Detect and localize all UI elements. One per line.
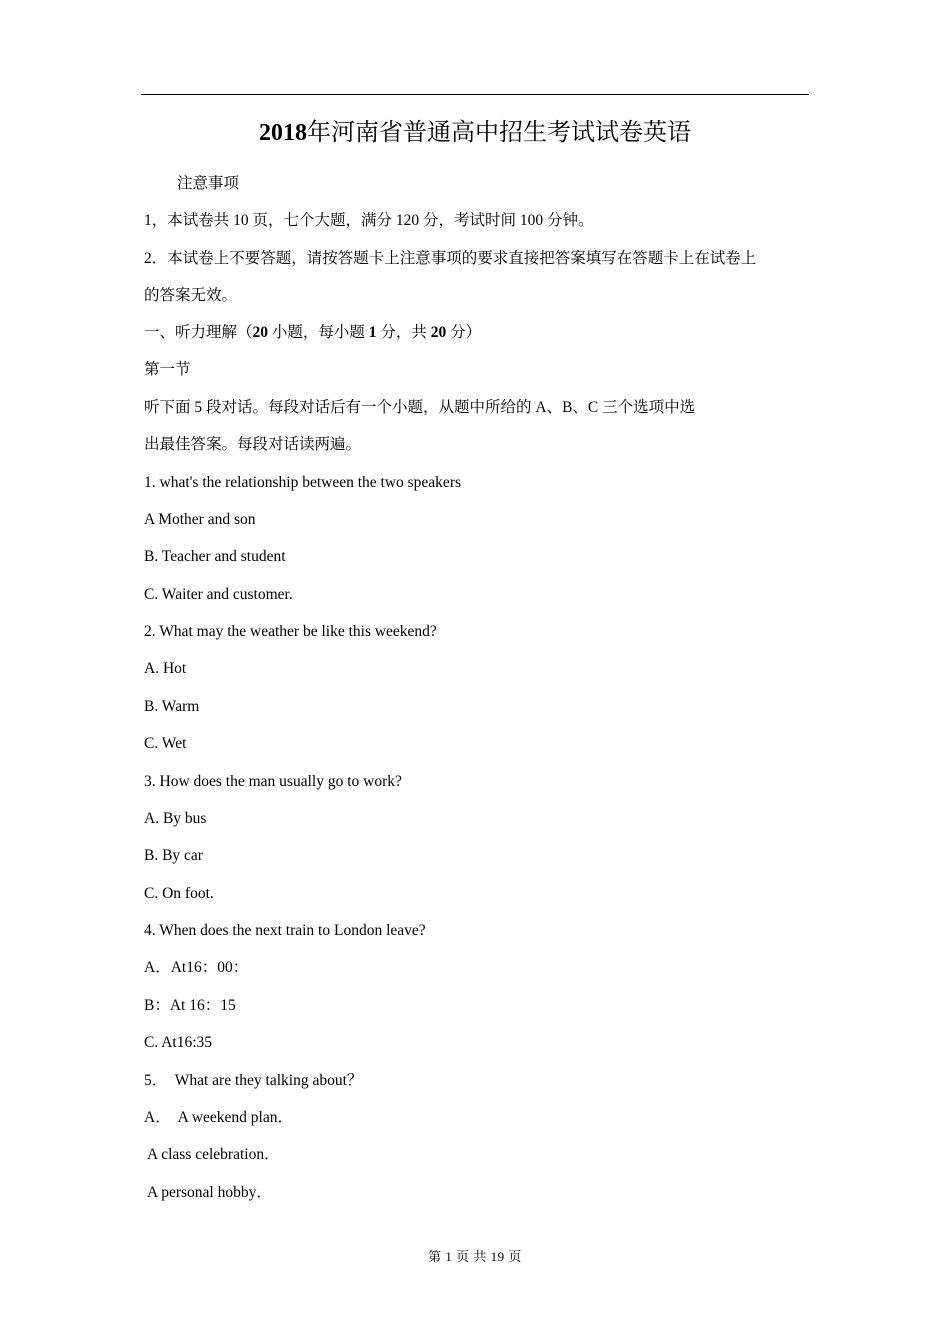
question-2-option-c: C. Wet: [144, 735, 187, 752]
question-1-option-a: A Mother and son: [144, 511, 256, 528]
question-4: 4. When does the next train to London leave?: [144, 922, 426, 939]
notice-item-2-line2: 的答案无效。: [144, 287, 238, 304]
title-text: 年河南省普通高中招生考试试卷英语: [307, 120, 691, 146]
section-text-post: 分）: [446, 324, 482, 341]
notice-item-2-line1: 2．本试卷上不要答题，请按答题卡上注意事项的要求直接把答案填写在答题卡上在试卷上: [144, 250, 757, 267]
section-text-pre: 一、听力理解（: [144, 324, 253, 341]
section-heading-listening: [144, 322, 481, 344]
instruction-line-1: 听下面 5 段对话。每段对话后有一个小题，从题中所给的 A、B、C 三个选项中选: [144, 399, 696, 416]
question-3-option-c: C. On foot.: [144, 885, 214, 902]
question-1-option-b: B. Teacher and student: [144, 548, 286, 565]
question-2-option-a: A. Hot: [144, 660, 187, 677]
notice-heading: 注意事项: [177, 175, 240, 192]
header-rule: [141, 94, 809, 95]
title-year: 2018: [259, 120, 307, 146]
question-4-option-b: B：At 16：15: [144, 997, 236, 1014]
question-4-option-c: C. At16:35: [144, 1034, 213, 1051]
section-points-each: 1: [368, 324, 377, 341]
part-heading: 第一节: [144, 361, 191, 378]
notice-item-1: 1，本试卷共 10 页，七个大题，满分 120 分，考试时间 100 分钟。: [144, 212, 594, 229]
section-points-total: 20: [430, 324, 447, 341]
question-3: 3. How does the man usually go to work?: [144, 773, 402, 790]
question-3-option-a: A. By bus: [144, 810, 207, 827]
question-5-option-b: A class celebration．: [144, 1146, 280, 1163]
section-text-mid2: 分，共: [376, 324, 431, 341]
question-2-option-b: B. Warm: [144, 698, 200, 715]
page-title: [0, 116, 950, 150]
page-footer: 第 1 页 共 19 页: [428, 1249, 522, 1264]
question-4-option-a: A．At16：00：: [144, 959, 249, 976]
question-2: 2. What may the weather be like this weekend?: [144, 623, 437, 640]
question-1: 1. what's the relationship between the two speakers: [144, 474, 462, 491]
question-5: 5． What are they talking about？: [144, 1072, 363, 1089]
question-5-option-c: A personal hobby．: [144, 1184, 272, 1201]
instruction-line-2: 出最佳答案。每段对话读两遍。: [144, 436, 362, 453]
section-text-mid1: 小题，每小题: [268, 324, 369, 341]
section-count-questions: 20: [252, 324, 269, 341]
question-1-option-c: C. Waiter and customer.: [144, 586, 293, 603]
question-5-option-a: A． A weekend plan．: [144, 1109, 293, 1126]
question-3-option-b: B. By car: [144, 847, 203, 864]
